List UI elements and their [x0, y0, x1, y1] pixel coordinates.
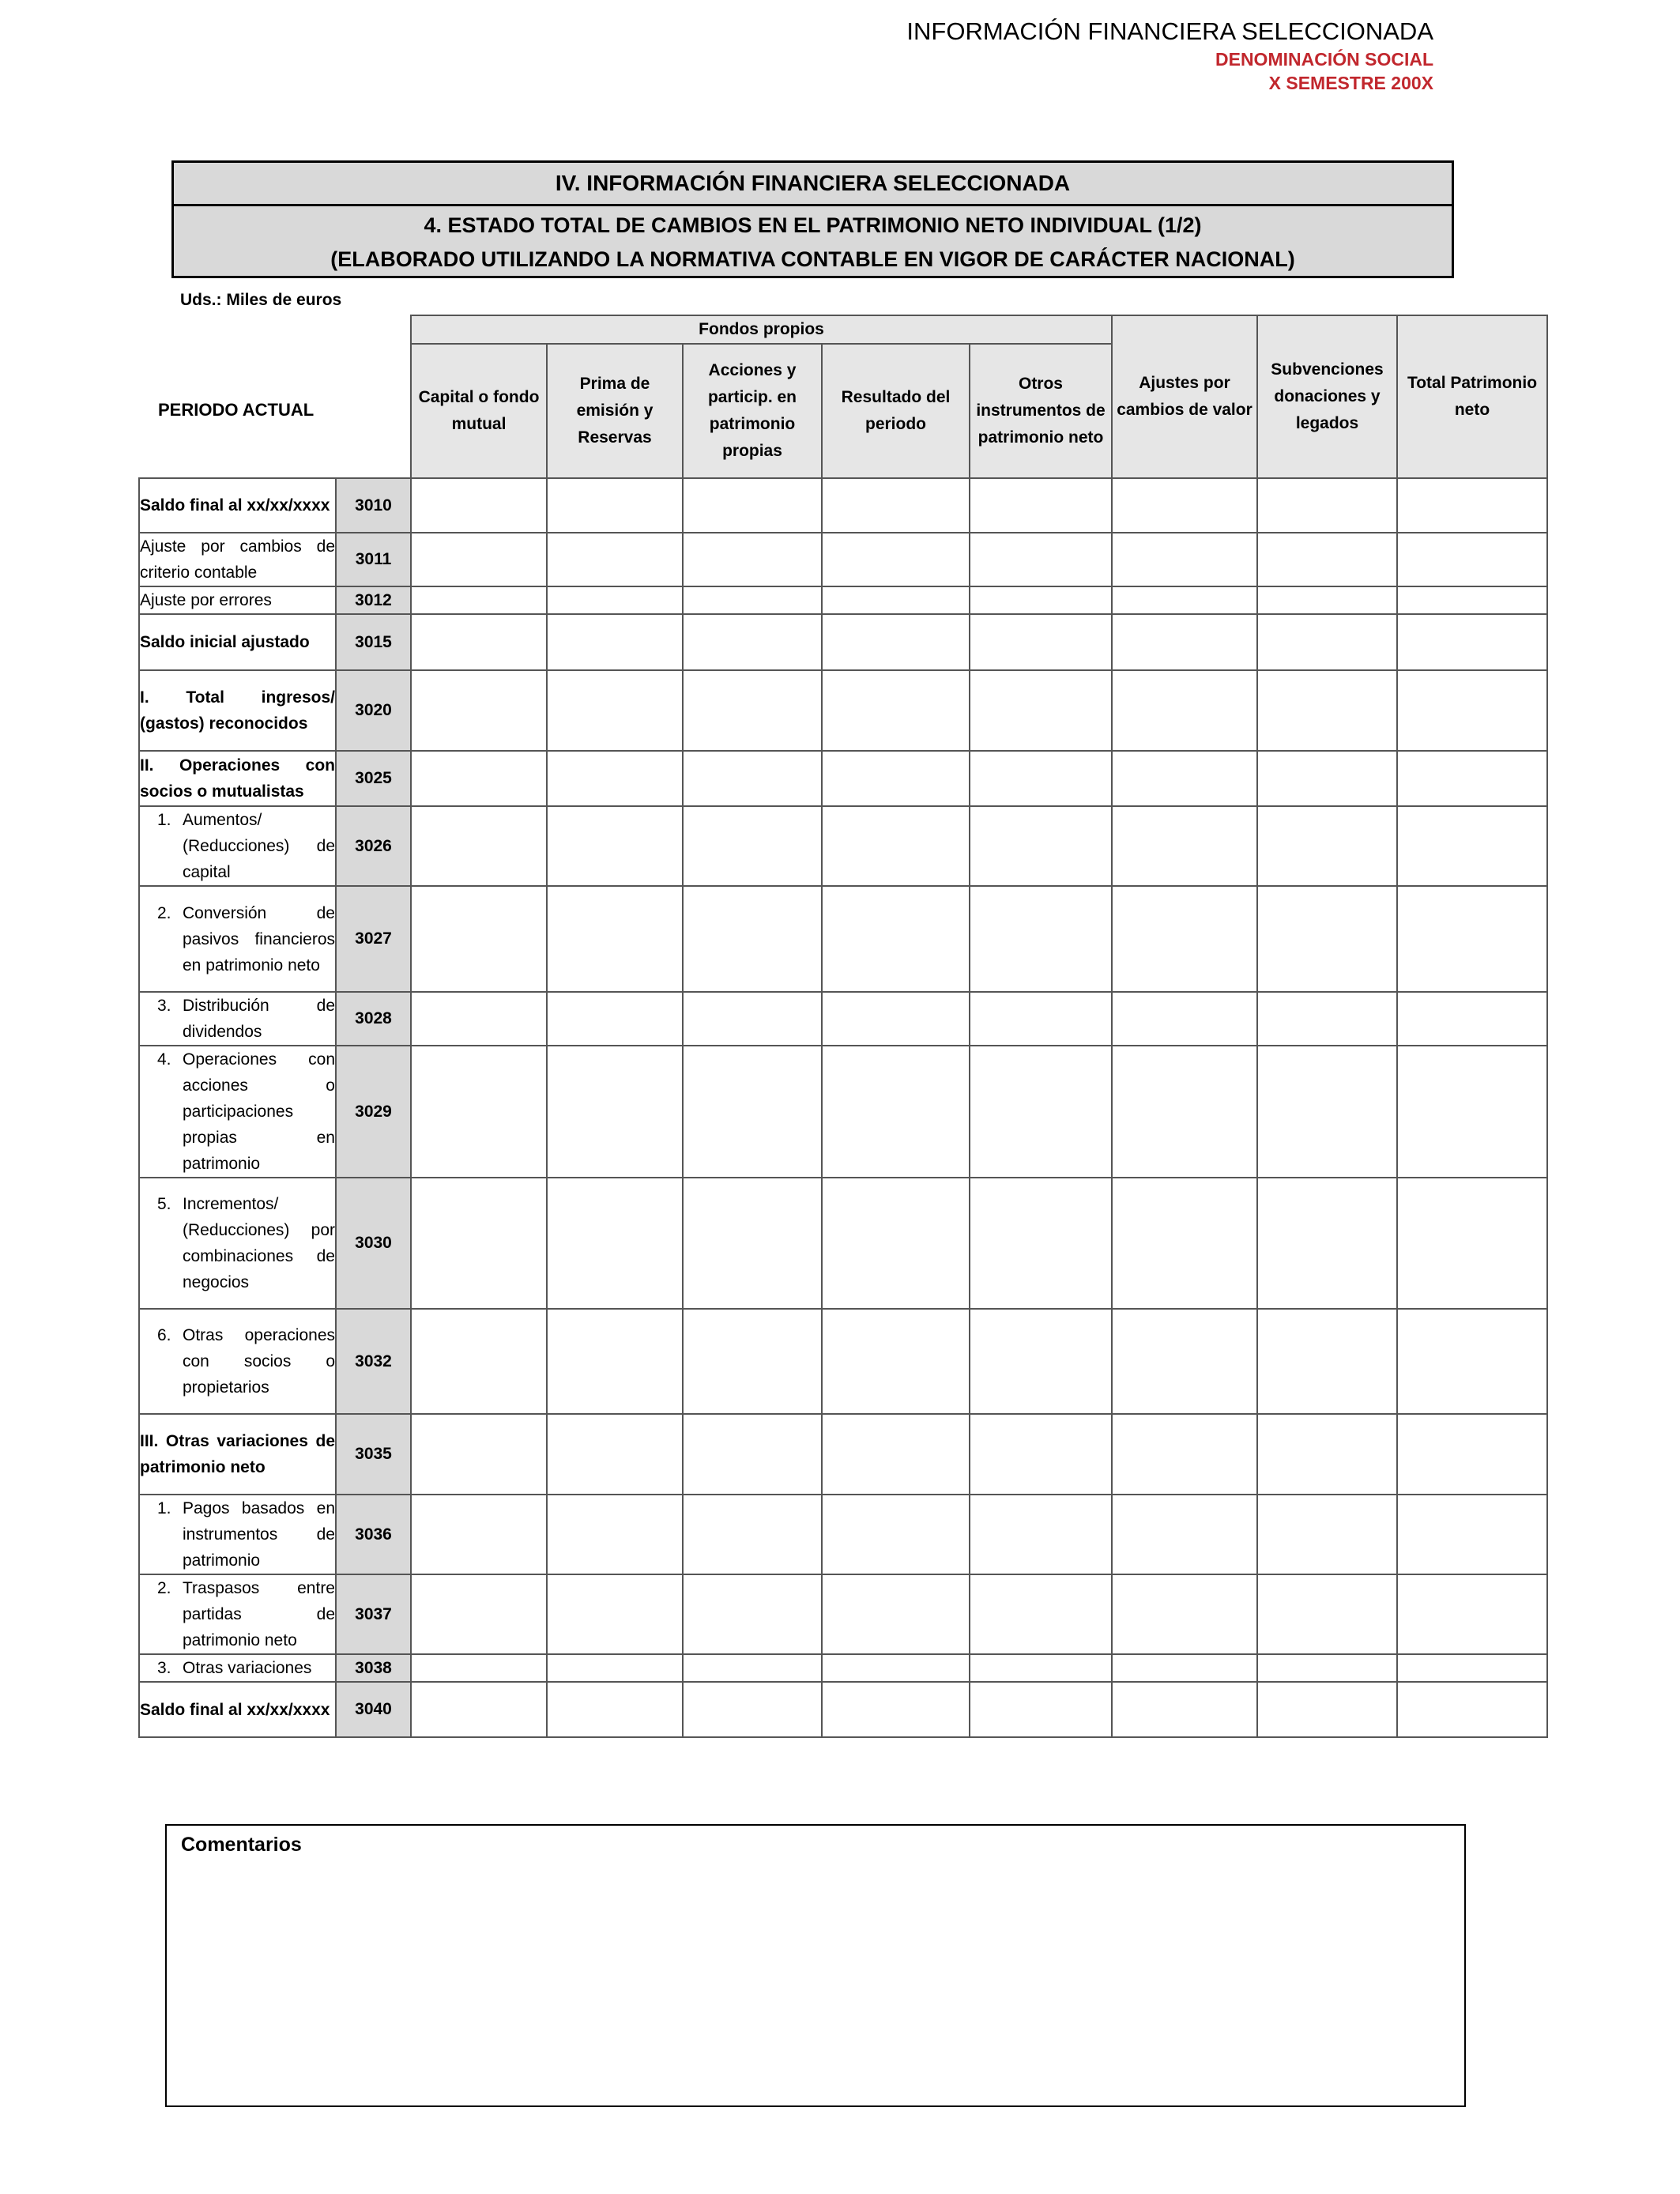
value-cell[interactable]: [970, 1178, 1112, 1309]
value-cell[interactable]: [822, 478, 970, 533]
value-cell[interactable]: [970, 1654, 1112, 1682]
row-code: 3035: [336, 1414, 411, 1495]
value-cell[interactable]: [411, 1046, 547, 1178]
row-label: [139, 670, 336, 751]
column-header: Total Patrimonio neto: [1397, 315, 1547, 478]
value-cell[interactable]: [683, 478, 822, 533]
value-cell[interactable]: [547, 614, 683, 670]
table-row: [139, 1046, 1547, 1178]
value-cell[interactable]: [822, 806, 970, 886]
reporting-period: X SEMESTRE 200X: [1268, 73, 1433, 93]
row-number: 1.: [157, 1499, 171, 1517]
value-cell[interactable]: [1397, 1178, 1547, 1309]
value-cell[interactable]: [1257, 533, 1397, 586]
row-label-text: Aumentos/ (Reducciones) de capital: [183, 811, 335, 881]
table-row: [139, 751, 1547, 806]
value-cell[interactable]: [822, 1574, 970, 1654]
value-cell[interactable]: [970, 1309, 1112, 1414]
row-code: 3015: [336, 614, 411, 670]
value-cell[interactable]: [970, 751, 1112, 806]
row-label: [139, 1309, 336, 1414]
value-cell[interactable]: [822, 586, 970, 614]
row-label: [139, 886, 336, 992]
table-row: [139, 533, 1547, 586]
value-cell[interactable]: [683, 614, 822, 670]
row-code: 3036: [336, 1495, 411, 1574]
table-row: [139, 1309, 1547, 1414]
value-cell[interactable]: [411, 1495, 547, 1574]
document-header-title: INFORMACIÓN FINANCIERA SELECCIONADA: [906, 17, 1433, 45]
value-cell[interactable]: [683, 1046, 822, 1178]
value-cell[interactable]: [683, 1309, 822, 1414]
column-header: Capital o fondo mutual: [411, 344, 547, 478]
value-cell[interactable]: [1397, 886, 1547, 992]
row-label-text: I. Total ingresos/ (gastos) reconocidos: [140, 688, 335, 733]
row-label-text: Traspasos entre partidas de patrimonio neto: [183, 1579, 335, 1649]
value-cell[interactable]: [822, 992, 970, 1046]
column-header: Otros instrumentos de patrimonio neto: [970, 344, 1112, 478]
value-cell[interactable]: [822, 533, 970, 586]
value-cell[interactable]: [683, 1414, 822, 1495]
comments-label: Comentarios: [181, 1834, 302, 1856]
value-cell[interactable]: [1257, 806, 1397, 886]
value-cell[interactable]: [1257, 614, 1397, 670]
value-cell[interactable]: [1257, 1495, 1397, 1574]
table-row: [139, 1414, 1547, 1495]
value-cell[interactable]: [683, 806, 822, 886]
row-label-text: Otras variaciones: [183, 1659, 312, 1677]
row-number: 6.: [157, 1326, 171, 1344]
value-cell[interactable]: [970, 533, 1112, 586]
table-row: [139, 1178, 1547, 1309]
row-code: 3025: [336, 751, 411, 806]
value-cell[interactable]: [1397, 1495, 1547, 1574]
value-cell[interactable]: [411, 806, 547, 886]
value-cell[interactable]: [1397, 992, 1547, 1046]
value-cell[interactable]: [1397, 1414, 1547, 1495]
value-cell[interactable]: [1112, 478, 1257, 533]
value-cell[interactable]: [1112, 1309, 1257, 1414]
row-label: [139, 614, 336, 670]
column-header: Subvenciones donaciones y legados: [1257, 315, 1397, 478]
value-cell[interactable]: [1257, 586, 1397, 614]
value-cell[interactable]: [547, 1682, 683, 1737]
row-label: [139, 1414, 336, 1495]
value-cell[interactable]: [1257, 886, 1397, 992]
value-cell[interactable]: [1397, 1309, 1547, 1414]
value-cell[interactable]: [1397, 1682, 1547, 1737]
table-row: [139, 478, 1547, 533]
row-label-text: Pagos basados en instrumentos de patrimonio: [183, 1499, 335, 1570]
value-cell[interactable]: [683, 586, 822, 614]
row-number: 5.: [157, 1195, 171, 1213]
value-cell[interactable]: [683, 670, 822, 751]
value-cell[interactable]: [1257, 1414, 1397, 1495]
value-cell[interactable]: [683, 1682, 822, 1737]
column-header: Resultado del periodo: [822, 344, 970, 478]
value-cell[interactable]: [1112, 533, 1257, 586]
row-label: [139, 751, 336, 806]
row-label-text: Conversión de pasivos financieros en patrimonio neto: [183, 903, 335, 974]
value-cell[interactable]: [1112, 670, 1257, 751]
value-cell[interactable]: [822, 886, 970, 992]
section-title: IV. INFORMACIÓN FINANCIERA SELECCIONADA: [555, 171, 1071, 195]
value-cell[interactable]: [822, 1414, 970, 1495]
value-cell[interactable]: [1397, 478, 1547, 533]
row-code: 3032: [336, 1309, 411, 1414]
row-code: 3020: [336, 670, 411, 751]
value-cell[interactable]: [1397, 1654, 1547, 1682]
row-label: [139, 478, 336, 533]
value-cell[interactable]: [1257, 1178, 1397, 1309]
value-cell[interactable]: [1112, 806, 1257, 886]
value-cell[interactable]: [683, 886, 822, 992]
value-cell[interactable]: [547, 670, 683, 751]
value-cell[interactable]: [683, 992, 822, 1046]
row-label-text: Distribución de dividendos: [183, 997, 335, 1041]
value-cell[interactable]: [683, 533, 822, 586]
row-label-text: Ajuste por cambios de criterio contable: [140, 537, 335, 582]
value-cell[interactable]: [411, 478, 547, 533]
section-title-box: [171, 160, 1454, 206]
row-number: 1.: [157, 811, 171, 829]
value-cell[interactable]: [1397, 806, 1547, 886]
units-label: Uds.: Miles de euros: [180, 291, 342, 309]
row-label-text: Incrementos/ (Reducciones) por combinaciones de negocios: [183, 1195, 335, 1291]
value-cell[interactable]: [822, 1654, 970, 1682]
row-code: 3026: [336, 806, 411, 886]
value-cell[interactable]: [547, 1574, 683, 1654]
value-cell[interactable]: [970, 586, 1112, 614]
value-cell[interactable]: [1257, 751, 1397, 806]
row-label-text: Saldo final al xx/xx/xxxx: [140, 1700, 330, 1719]
value-cell[interactable]: [1397, 751, 1547, 806]
value-cell[interactable]: [683, 1178, 822, 1309]
table-row: [139, 586, 1547, 614]
value-cell[interactable]: [683, 1495, 822, 1574]
table-row: [139, 614, 1547, 670]
value-cell[interactable]: [970, 1682, 1112, 1737]
value-cell[interactable]: [547, 1309, 683, 1414]
value-cell[interactable]: [683, 1654, 822, 1682]
column-header: Ajustes por cambios de valor: [1112, 315, 1257, 478]
value-cell[interactable]: [822, 670, 970, 751]
value-cell[interactable]: [822, 1309, 970, 1414]
value-cell[interactable]: [547, 886, 683, 992]
row-code: 3010: [336, 478, 411, 533]
table-row: [139, 1495, 1547, 1574]
value-cell[interactable]: [970, 478, 1112, 533]
row-label: [139, 806, 336, 886]
row-code: 3038: [336, 1654, 411, 1682]
value-cell[interactable]: [411, 886, 547, 992]
value-cell[interactable]: [547, 806, 683, 886]
row-code: 3029: [336, 1046, 411, 1178]
value-cell[interactable]: [1257, 1654, 1397, 1682]
row-label: [139, 1495, 336, 1574]
value-cell[interactable]: [683, 751, 822, 806]
value-cell[interactable]: [1257, 1309, 1397, 1414]
row-label: [139, 1574, 336, 1654]
value-cell[interactable]: [822, 1495, 970, 1574]
value-cell[interactable]: [547, 1046, 683, 1178]
row-number: 4.: [157, 1050, 171, 1069]
row-label-text: III. Otras variaciones de patrimonio neto: [140, 1432, 335, 1476]
value-cell[interactable]: [547, 1178, 683, 1309]
value-cell[interactable]: [1112, 1414, 1257, 1495]
value-cell[interactable]: [970, 1574, 1112, 1654]
value-cell[interactable]: [1112, 1495, 1257, 1574]
table-row: [139, 806, 1547, 886]
row-label-text: Saldo final al xx/xx/xxxx: [140, 496, 330, 515]
table-row: [139, 670, 1547, 751]
value-cell[interactable]: [1112, 1682, 1257, 1737]
value-cell[interactable]: [547, 533, 683, 586]
statement-title: 4. ESTADO TOTAL DE CAMBIOS EN EL PATRIMONIO NETO INDIVIDUAL (1/2): [424, 213, 1202, 237]
value-cell[interactable]: [1112, 751, 1257, 806]
statement-basis: (ELABORADO UTILIZANDO LA NORMATIVA CONTABLE EN VIGOR DE CARÁCTER NACIONAL): [330, 247, 1295, 271]
value-cell[interactable]: [411, 1178, 547, 1309]
comments-box[interactable]: [165, 1824, 1466, 2107]
value-cell[interactable]: [411, 1309, 547, 1414]
row-label: [139, 1046, 336, 1178]
row-number: 2.: [157, 1579, 171, 1597]
value-cell[interactable]: [683, 1574, 822, 1654]
row-code: 3028: [336, 992, 411, 1046]
value-cell[interactable]: [1112, 886, 1257, 992]
row-number: 2.: [157, 903, 171, 922]
value-cell[interactable]: [547, 478, 683, 533]
value-cell[interactable]: [822, 614, 970, 670]
value-cell[interactable]: [547, 586, 683, 614]
value-cell[interactable]: [1112, 1046, 1257, 1178]
value-cell[interactable]: [411, 533, 547, 586]
row-label-text: Otras operaciones con socios o propietarios: [183, 1326, 335, 1397]
row-label-text: Operaciones con acciones o participaciones propias en patrimonio: [183, 1050, 335, 1173]
value-cell[interactable]: [822, 1046, 970, 1178]
value-cell[interactable]: [970, 1495, 1112, 1574]
row-code: 3040: [336, 1682, 411, 1737]
value-cell[interactable]: [1257, 992, 1397, 1046]
value-cell[interactable]: [1397, 533, 1547, 586]
value-cell[interactable]: [970, 886, 1112, 992]
header-spacer: [139, 315, 411, 478]
row-code: 3012: [336, 586, 411, 614]
statement-title-box: [171, 204, 1454, 278]
table-row: [139, 992, 1547, 1046]
value-cell[interactable]: [1257, 478, 1397, 533]
row-label-text: Ajuste por errores: [140, 591, 272, 609]
row-label: [139, 1654, 336, 1682]
value-cell[interactable]: [547, 751, 683, 806]
row-label-text: II. Operaciones con socios o mutualistas: [140, 756, 335, 801]
period-label: PERIODO ACTUAL: [158, 400, 315, 420]
row-label: [139, 1178, 336, 1309]
value-cell[interactable]: [411, 586, 547, 614]
value-cell[interactable]: [1112, 1178, 1257, 1309]
value-cell[interactable]: [970, 1414, 1112, 1495]
value-cell[interactable]: [411, 1682, 547, 1737]
value-cell[interactable]: [1397, 1574, 1547, 1654]
value-cell[interactable]: [1397, 614, 1547, 670]
company-name: DENOMINACIÓN SOCIAL: [1215, 49, 1433, 70]
value-cell[interactable]: [1257, 670, 1397, 751]
value-cell[interactable]: [970, 670, 1112, 751]
table-row: [139, 1574, 1547, 1654]
value-cell[interactable]: [1397, 670, 1547, 751]
value-cell[interactable]: [970, 1046, 1112, 1178]
value-cell[interactable]: [1397, 1046, 1547, 1178]
value-cell[interactable]: [1112, 992, 1257, 1046]
value-cell[interactable]: [822, 1682, 970, 1737]
value-cell[interactable]: [1112, 1654, 1257, 1682]
table-row: [139, 1654, 1547, 1682]
value-cell[interactable]: [411, 751, 547, 806]
value-cell[interactable]: [822, 751, 970, 806]
value-cell[interactable]: [970, 992, 1112, 1046]
value-cell[interactable]: [1112, 586, 1257, 614]
value-cell[interactable]: [547, 1414, 683, 1495]
value-cell[interactable]: [1257, 1682, 1397, 1737]
equity-changes-table: [138, 315, 1548, 1738]
value-cell[interactable]: [1112, 614, 1257, 670]
row-code: 3037: [336, 1574, 411, 1654]
value-cell[interactable]: [1257, 1574, 1397, 1654]
value-cell[interactable]: [411, 1414, 547, 1495]
value-cell[interactable]: [822, 1178, 970, 1309]
value-cell[interactable]: [547, 992, 683, 1046]
row-label: [139, 586, 336, 614]
column-header: Prima de emisión y Reservas: [547, 344, 683, 478]
value-cell[interactable]: [411, 992, 547, 1046]
value-cell[interactable]: [411, 614, 547, 670]
row-label: [139, 1682, 336, 1737]
value-cell[interactable]: [411, 670, 547, 751]
row-label: [139, 992, 336, 1046]
value-cell[interactable]: [547, 1654, 683, 1682]
row-code: 3027: [336, 886, 411, 992]
value-cell[interactable]: [970, 806, 1112, 886]
row-number: 3.: [157, 997, 171, 1015]
table-row: [139, 886, 1547, 992]
value-cell[interactable]: [547, 1495, 683, 1574]
table-row: [139, 1682, 1547, 1737]
value-cell[interactable]: [1112, 1574, 1257, 1654]
value-cell[interactable]: [411, 1574, 547, 1654]
value-cell[interactable]: [970, 614, 1112, 670]
row-label: [139, 533, 336, 586]
row-number: 3.: [157, 1659, 171, 1677]
group-header-fondos-propios: Fondos propios: [411, 315, 1112, 344]
value-cell[interactable]: [411, 1654, 547, 1682]
column-header: Acciones y particip. en patrimonio propias: [683, 344, 822, 478]
value-cell[interactable]: [1257, 1046, 1397, 1178]
row-label-text: Saldo inicial ajustado: [140, 633, 310, 651]
row-code: 3030: [336, 1178, 411, 1309]
row-code: 3011: [336, 533, 411, 586]
value-cell[interactable]: [1397, 586, 1547, 614]
